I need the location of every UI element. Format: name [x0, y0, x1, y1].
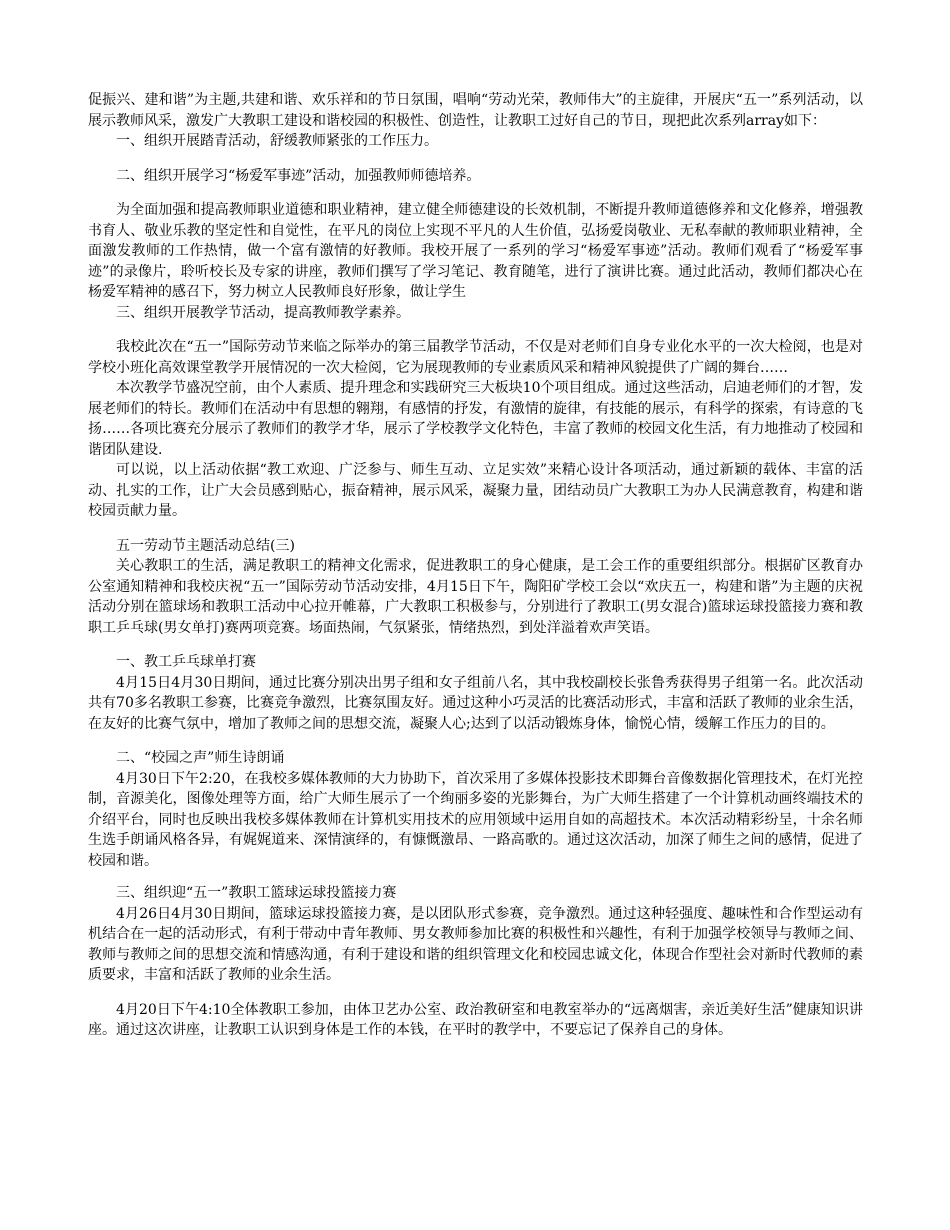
paragraph-festival-details: 本次教学节盛况空前，由个人素质、提升理念和实践研究三大板块10个项目组成。通过这些活动，启迪老师们的才智，发展老师们的特长。教师们在活动中有思想的翱翔，有感情的抒发，有激情的旋律，有技能的展示，有科学的探索，有诗意的飞扬……各项比赛充分展示了教师们的教学才华，展示了学校教学文化特色，丰富了教师的校园文化生活，有力地推动了校园和谐团队建设. — [88, 380, 863, 458]
paragraph-festival-summary: 可以说，以上活动依据“教工欢迎、广泛参与、师生互动、立足实效”来精心设计各项活动，通过新颖的载体、丰富的活动、扎实的工作，让广大会员感到贴心，振奋精神，展示风采，凝聚力量，团结动员广大教职工为办人民满意教育，构建和谐校园贡献力量。 — [88, 462, 863, 519]
paragraph-union-care: 关心教职工的生活，满足教职工的精神文化需求，促进教职工的身心健康，是工会工作的重要组织部分。根据矿区教育办公室通知精神和我校庆祝“五一”国际劳动节活动安排，4月15日下午，陶阳矿学校工会以“欢庆五一，构建和谐”为主题的庆祝活动分别在篮球场和教职工活动中心拉开帷幕，广大教职工积极参与，分别进行了教职工(男女混合)篮球运球投篮接力赛和教职工乒乓球(男女单打)赛两项竞赛。场面热闹，气氛紧张，情绪热烈，到处洋溢着欢声笑语。 — [88, 558, 863, 636]
heading-basketball-relay: 三、组织迎“五一”教职工篮球运球投篮接力赛 — [116, 885, 397, 901]
paragraph-poetry-recital: 4月30日下午2:20，在我校多媒体教师的大力协助下，首次采用了多媒体投影技术即舞台音像数据化管理技术，在灯光控制，音源美化，图像处理等方面，给广大师生展示了一个绚丽多姿的光影舞台，为广大师生搭建了一个计算机动画终端技术的介绍平台，同时也反映出我校多媒体教师在计算机实用技术的应用领域中运用自如的高超技术。本次活动精彩纷呈，十余名师生选手朗诵风格各异，有娓娓道来、深情演绎的，有慷慨激昂、一路高歌的。通过这次活动，加深了师生之间的感情，促进了校园和谐。 — [88, 770, 863, 869]
heading-poetry-recital: 二、“校园之声”师生诗朗诵 — [116, 750, 285, 766]
heading-teaching-festival: 三、组织开展教学节活动，提高教师教学素养。 — [116, 304, 410, 321]
heading-hiking-activity: 一、组织开展踏青活动，舒缓教师紧张的工作压力。 — [116, 133, 438, 149]
paragraph-festival-intro: 我校此次在“五一”国际劳动节来临之际举办的第三届教学节活动，不仅是对老师们自身专业化水平的一次大检阅，也是对学校小班化高效课堂教学开展情况的一次大检阅，它为展现教师的专业素质风采和精神风貌提供了广阔的舞台…… — [88, 339, 863, 376]
section-title-summary-3: 五一劳动节主题活动总结(三) — [116, 537, 295, 554]
paragraph-health-lecture: 4月20日下午4:10全体教职工参加，由体卫艺办公室、政治教研室和电教室举办的“远离烟害，亲近美好生活”健康知识讲座。通过这次讲座，让教职工认识到身体是工作的本钱，在平时的教学中，不要忘记了保养自己的身体。 — [88, 1001, 863, 1038]
paragraph-table-tennis: 4月15日4月30日期间，通过比赛分别决出男子组和女子组前八名，其中我校副校长张鲁秀获得男子组第一名。此次活动共有70多名教职工参赛，比赛竞争激烈，比赛氛围友好。通过这种小巧灵活的比赛活动形式，丰富和活跃了教师的业余生活，在友好的比赛气氛中，增加了教师之间的思想交流，凝聚人心;达到了以活动锻炼身体，愉悦心情，缓解工作压力的目的。 — [88, 674, 863, 732]
paragraph-intro: 促振兴、建和谐”为主题,共建和谐、欢乐祥和的节日氛围，唱响“劳动光荣，教师伟大”的主旋律，开展庆“五一”系列活动，以展示教师风采，激发广大教职工建设和谐校园的积极性、创造性，让教职工过好自己的节日，现把此次系列array如下： — [88, 92, 863, 129]
heading-table-tennis: 一、教工乒乓球单打赛 — [116, 654, 256, 670]
paragraph-basketball-relay: 4月26日4月30日期间，篮球运球投篮接力赛，是以团队形式参赛，竞争激烈。通过这种轻强度、趣味性和合作型运动有机结合在一起的活动形式，有利于带动中青年教师、男女教师参加比赛的积极性和兴趣性，有利于加强学校领导与教师之间、教师与教师之间的思想交流和情感沟通，有利于建设和谐的组织管理文化和校园忠诚文化，体现合作型社会对新时代教师的素质要求，丰富和活跃了教师的业余生活。 — [88, 905, 863, 983]
paragraph-ethics: 为全面加强和提高教师职业道德和职业精神，建立健全师德建设的长效机制，不断提升教师道德修养和文化修养，增强教书育人、敬业乐教的坚定性和自觉性，在平凡的岗位上实现不平凡的人生价值，弘扬爱岗敬业、无私奉献的教师职业精神，全面激发教师的工作热情，做一个富有激情的好教师。我校开展了一系列的学习“杨爱军事迹”活动。教师们观看了“杨爱军事迹”的录像片，聆听校长及专家的讲座，教师们撰写了学习笔记、教育随笔，进行了演讲比赛。通过此活动，教师们都决心在杨爱军精神的感召下，努力树立人民教师良好形象，做让学生 — [88, 202, 863, 300]
heading-study-activity: 二、组织开展学习“杨爱军事迹”活动，加强教师师德培养。 — [116, 167, 481, 184]
document-page — [88, 90, 863, 1041]
